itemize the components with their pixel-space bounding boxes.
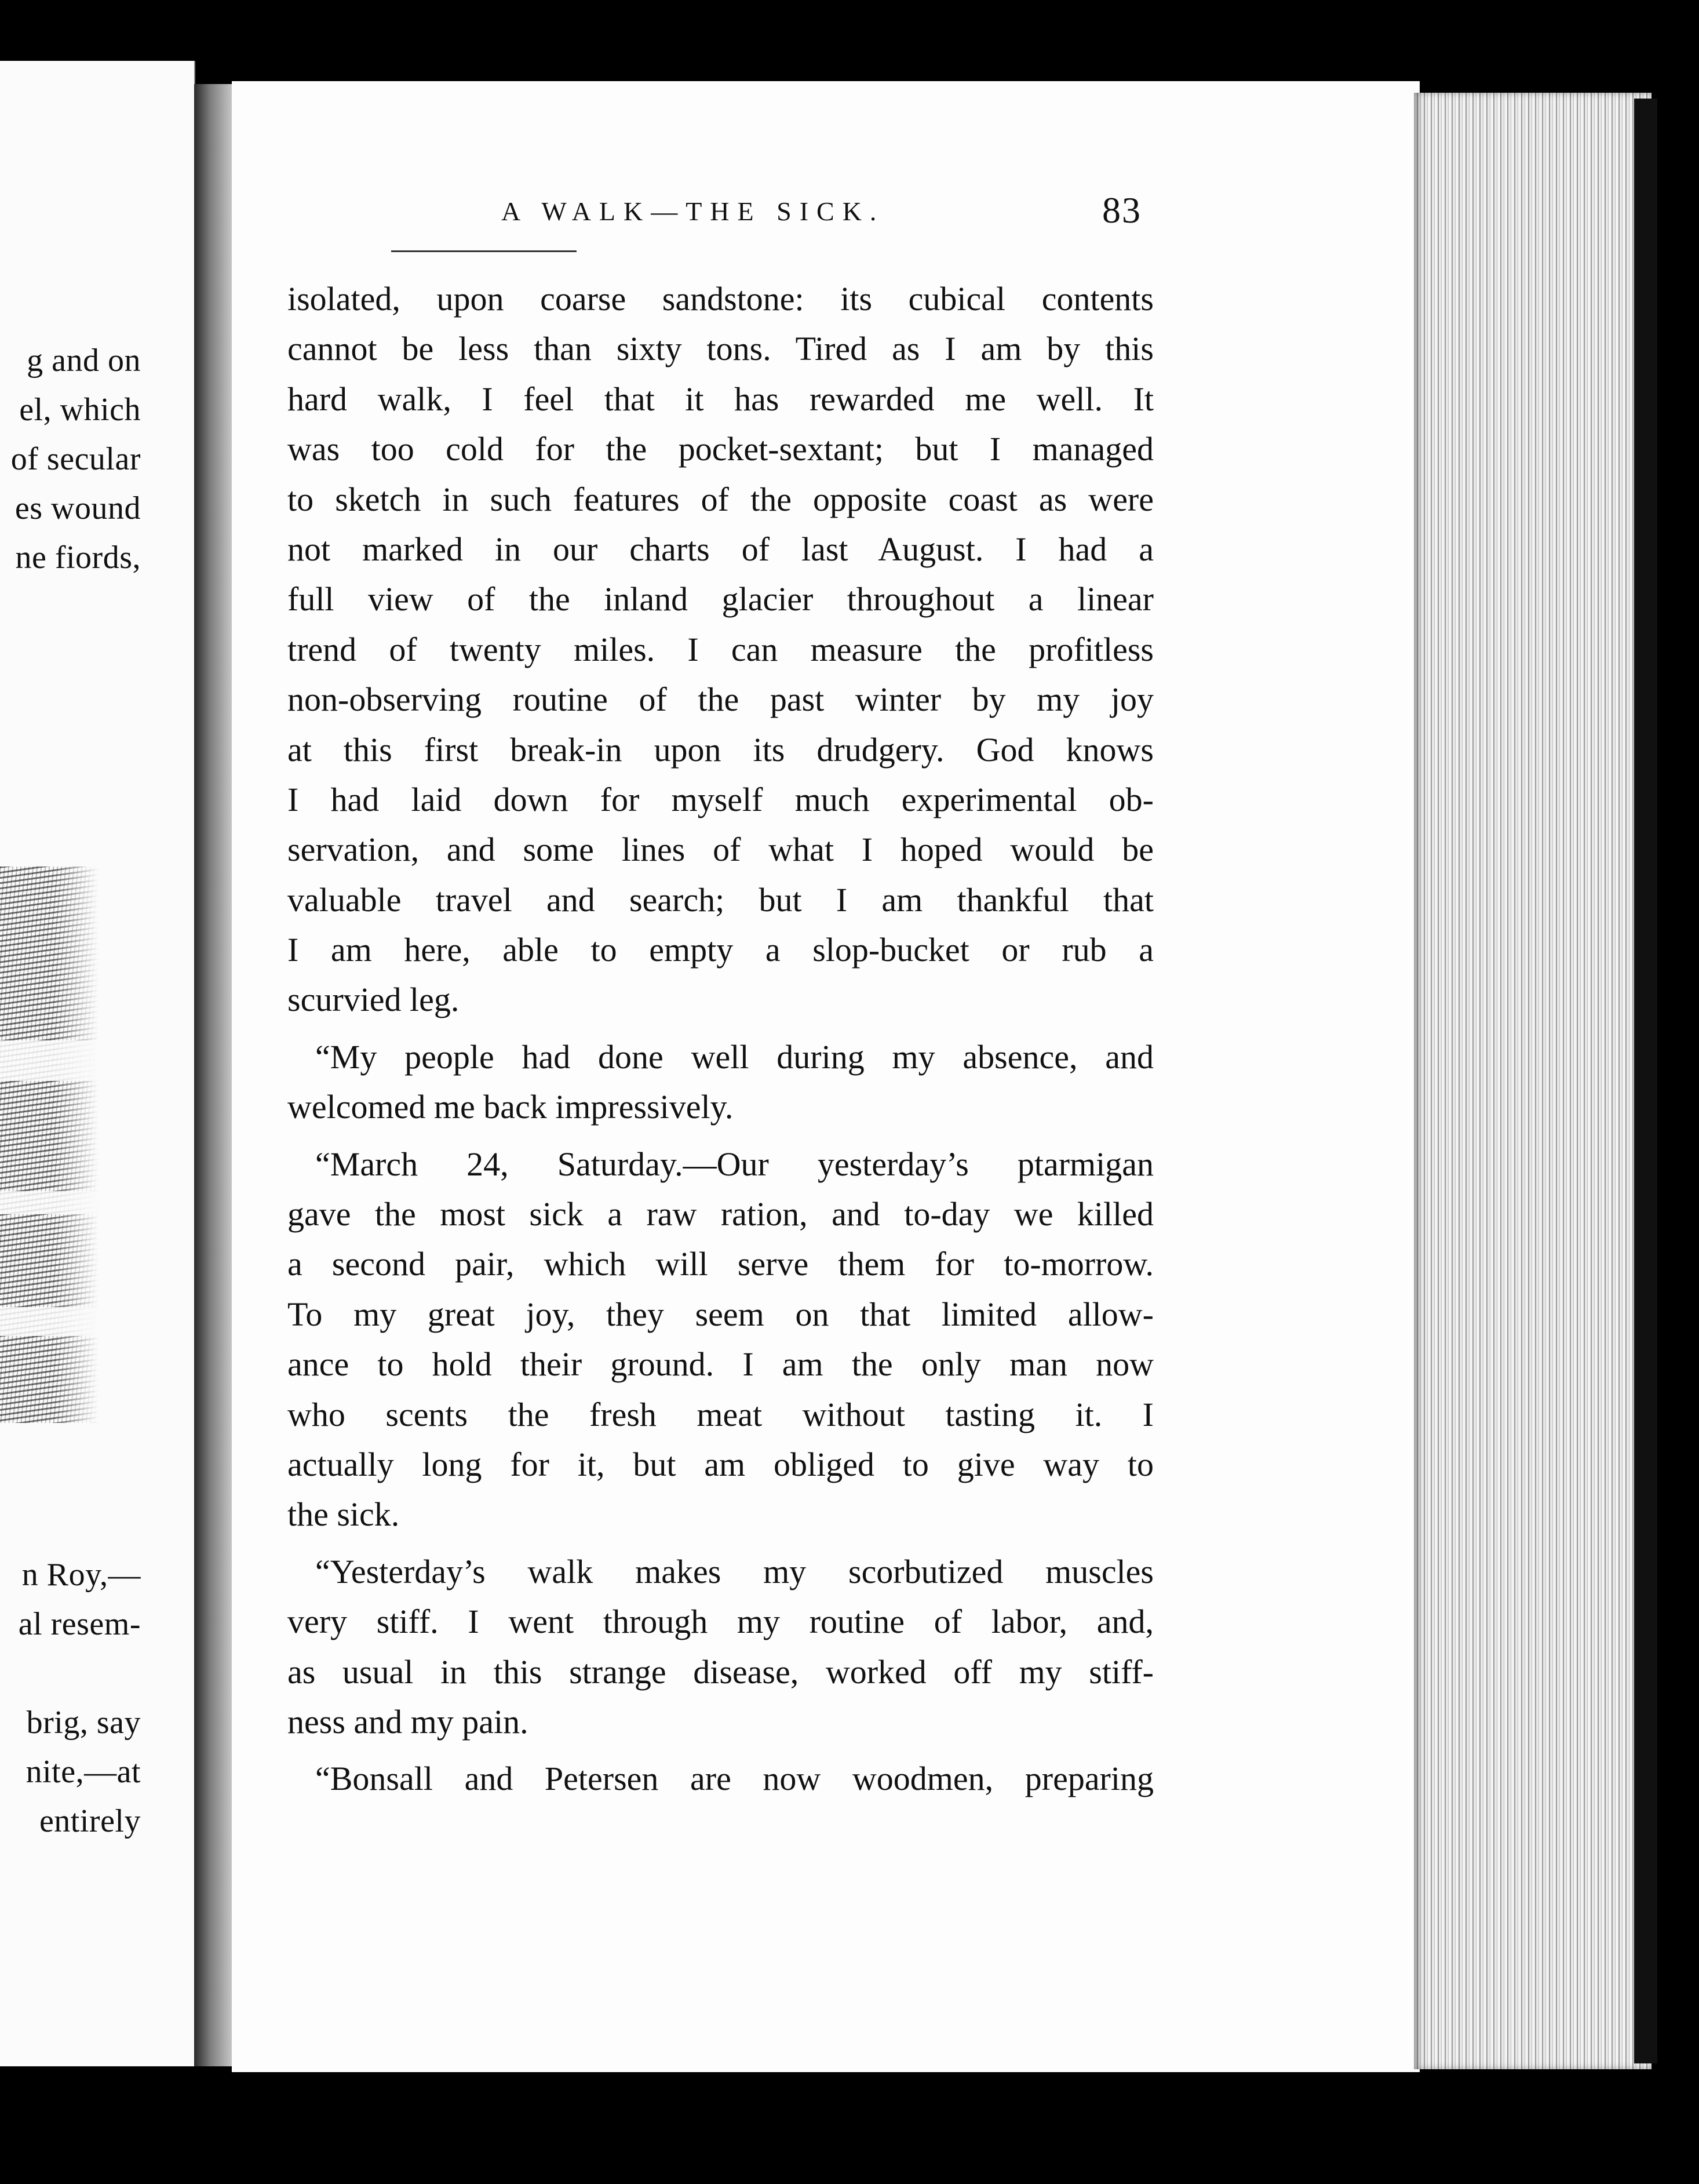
text-line: servation, and some lines of what I hoped would be (287, 831, 1154, 869)
text-line: “March 24, Saturday.—Our yesterday’s ptarmigan (315, 1145, 1154, 1183)
text-line: welcomed me back impressively. (287, 1088, 734, 1126)
left-text-fragment: entirely (39, 1803, 141, 1839)
text-line: To my great joy, they seem on that limited allow- (287, 1295, 1154, 1333)
text-line: full view of the inland glacier throughout a linear (287, 580, 1154, 618)
text-line: I am here, able to empty a slop-bucket or rub a (287, 931, 1154, 969)
text-line: very stiff. I went through my routine of labor, and, (287, 1603, 1154, 1641)
text-line: as usual in this strange disease, worked off my stiff- (287, 1652, 1154, 1691)
left-text-fragment: n Roy,— (21, 1557, 141, 1593)
scan-background (0, 2072, 1699, 2184)
paragraph (287, 1032, 1154, 1133)
text-line: hard walk, I feel that it has rewarded me well. It (287, 380, 1154, 418)
paragraph (287, 1754, 1154, 1804)
left-text-fragment: nite,—at (25, 1754, 141, 1790)
paragraph (287, 1140, 1154, 1540)
left-text-fragment: brig, say (26, 1705, 141, 1741)
page-edges (1414, 93, 1651, 2069)
book-cover-edge (1634, 99, 1657, 2063)
left-text-fragment: al resem- (18, 1606, 141, 1642)
body-text (287, 274, 1154, 1804)
text-line: “My people had done well during my absence, and (315, 1038, 1154, 1076)
text-line: “Yesterday’s walk makes my scorbutized muscles (315, 1552, 1154, 1590)
page-number: 83 (1102, 190, 1142, 231)
text-line: actually long for it, but am obliged to give way to (287, 1445, 1154, 1483)
text-line: “Bonsall and Petersen are now woodmen, preparing (315, 1760, 1154, 1798)
paragraph (287, 274, 1154, 1025)
engraving-illustration (0, 867, 99, 1423)
left-text-fragment: el, which (19, 392, 141, 428)
text-line: cannot be less than sixty tons. Tired as I am by this (287, 330, 1154, 368)
left-text-fragment: es wound (14, 490, 141, 526)
text-line: valuable travel and search; but I am thankful that (287, 880, 1154, 919)
text-line: isolated, upon coarse sandstone: its cubical contents (287, 280, 1154, 318)
text-line: who scents the fresh meat without tasting it. I (287, 1395, 1154, 1433)
text-line: was too cold for the pocket-sextant; but I managed (287, 430, 1154, 468)
paragraph (287, 1547, 1154, 1748)
text-line: trend of twenty miles. I can measure the profitless (287, 630, 1154, 668)
text-line: a second pair, which will serve them for to-morrow. (287, 1245, 1154, 1283)
text-line: non-observing routine of the past winter by my joy (287, 680, 1154, 719)
left-text-fragment: of secular (10, 441, 141, 477)
text-line: scurvied leg. (287, 981, 460, 1019)
text-line: ness and my pain. (287, 1702, 528, 1741)
left-text-fragment: g and on (27, 343, 141, 378)
running-head (272, 190, 1142, 242)
text-line: ance to hold their ground. I am the only man now (287, 1345, 1154, 1384)
text-line: I had laid down for myself much experimental ob- (287, 780, 1154, 818)
text-line: not marked in our charts of last August. I had a (287, 530, 1154, 568)
left-text-fragment: ne fiords, (15, 540, 141, 576)
header-rule (391, 250, 577, 252)
left-facing-page (0, 61, 195, 2066)
book-gutter (194, 84, 235, 2066)
text-line: the sick. (287, 1495, 400, 1534)
page-title: A WALK—THE SICK. (501, 196, 885, 226)
text-line: gave the most sick a raw ration, and to-day we killed (287, 1195, 1154, 1233)
text-line: to sketch in such features of the opposite coast as were (287, 480, 1154, 518)
text-line: at this first break-in upon its drudgery. God knows (287, 730, 1154, 769)
